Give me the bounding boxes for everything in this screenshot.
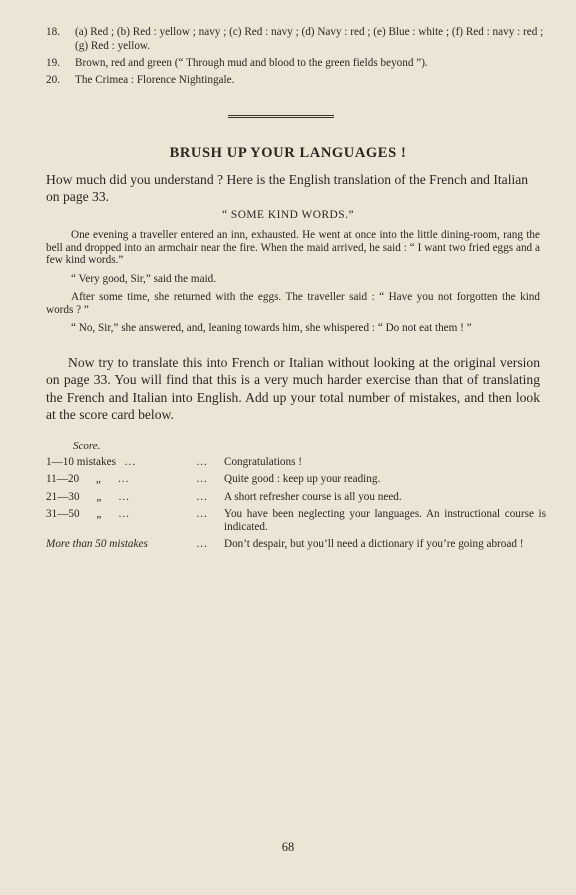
- score-result: Congratulations !: [224, 456, 302, 468]
- answer-number: 18.: [46, 26, 60, 38]
- score-row: [46, 473, 546, 486]
- page-number: 68: [281, 840, 295, 854]
- score-leader: …: [196, 456, 208, 468]
- section-title: BRUSH UP YOUR LANGUAGES !: [169, 145, 407, 161]
- score-row: [46, 456, 546, 469]
- answer-item: [46, 74, 551, 88]
- score-range: 31—50 „ …: [46, 508, 130, 521]
- story-paragraph: “ Very good, Sir,” said the maid.: [71, 272, 217, 285]
- answer-item: [46, 26, 551, 53]
- score-range: More than 50 mistakes: [46, 538, 148, 551]
- score-result: Don’t despair, but you’ll need a dictionary if you’re going abroad !: [224, 538, 524, 551]
- answer-number: 20.: [46, 73, 60, 86]
- score-range: 21—30 „ …: [46, 490, 130, 503]
- answer-text: (a) Red ; (b) Red : yellow ; navy ; (c) Red : navy ; (d) Navy : red ; (e) Blue : white ; (f) Red : navy : red ; (g) Red : yellow.: [75, 26, 544, 52]
- score-leader: …: [196, 538, 208, 551]
- score-row: [46, 538, 546, 551]
- score-leader: …: [196, 490, 208, 503]
- story-paragraph: After some time, she returned with the eggs. The traveller said : “ Have you not forgotten the kind words ? ”: [46, 290, 540, 316]
- answer-list: [46, 26, 551, 91]
- story-paragraph: “ No, Sir,” she answered, and, leaning towards him, she whispered : “ Do not eat them ! ”: [71, 321, 472, 334]
- answer-item: [46, 57, 551, 71]
- story-heading: “ SOME KIND WORDS.”: [221, 209, 355, 221]
- score-range: 11—20 „ …: [46, 473, 129, 486]
- score-card: [46, 456, 546, 556]
- score-heading: Score.: [73, 440, 101, 452]
- section-divider: [228, 115, 334, 118]
- score-leader: …: [196, 508, 208, 521]
- score-range: 1—10 mistakes …: [46, 456, 136, 468]
- score-row: [46, 508, 546, 534]
- score-leader: …: [196, 473, 208, 486]
- answer-text: The Crimea : Florence Nightingale.: [75, 73, 235, 86]
- intro-paragraph: How much did you understand ? Here is the English translation of the French and Italian on page 33.: [46, 172, 529, 204]
- score-result: You have been neglecting your languages. An instructional course is indicated.: [224, 508, 546, 533]
- answer-text: Brown, red and green (“ Through mud and blood to the green fields beyond ”).: [75, 56, 428, 69]
- story-paragraph: One evening a traveller entered an inn, exhausted. He went at once into the little dining-room, rang the bell and dropped into an armchair near the fire. When the maid arrived, he said : “ I want two fried eggs and a few kind words.”: [46, 229, 540, 267]
- score-result: A short refresher course is all you need.: [224, 490, 402, 503]
- answer-number: 19.: [46, 56, 60, 69]
- score-row: [46, 491, 546, 504]
- score-result: Quite good : keep up your reading.: [224, 473, 381, 486]
- story-text: [46, 229, 540, 340]
- task-paragraph: Now try to translate this into French or Italian without looking at the original version on page 33. You will find that this is a very much harder exercise than that of translating the French and Italian into English. Add up your total number of mistakes, and then look at the score card below.: [46, 355, 540, 423]
